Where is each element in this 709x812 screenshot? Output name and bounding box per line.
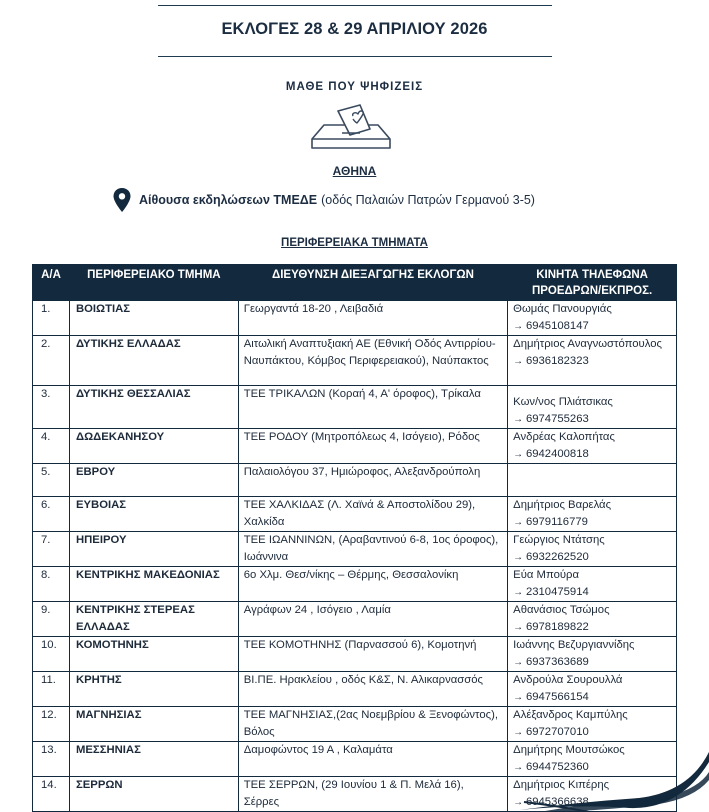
row-number: 10.	[33, 637, 70, 672]
region-name: ΗΠΕΙΡΟΥ	[69, 532, 238, 567]
election-address: ΤΕΕ ΧΑΛΚΙΔΑΣ (Λ. Χαϊνά & Αποστολίδου 29), Χαλκίδα	[238, 497, 507, 532]
contact-phone: → 6932262520	[513, 549, 671, 567]
contact-name: Κων/νος Πλιάτσικας	[513, 396, 613, 408]
table-row	[33, 602, 677, 637]
region-name: ΚΟΜΟΤΗΝΗΣ	[69, 637, 238, 672]
table-row	[33, 567, 677, 602]
region-name: ΜΕΣΣΗΝΙΑΣ	[69, 742, 238, 777]
contact-cell	[508, 336, 677, 386]
election-address: ΒΙ.ΠΕ. Ηρακλείου , οδός Κ&Σ, Ν. Αλικαρνασσός	[238, 672, 507, 707]
row-number: 1.	[33, 301, 70, 336]
top-divider	[158, 5, 552, 6]
contact-name: Θωμάς Πανουργιάς	[513, 303, 612, 315]
contact-phone: → 6936182323	[513, 353, 671, 371]
election-address: Δαμοφώντος 19 Α , Καλαμάτα	[238, 742, 507, 777]
region-name: ΕΒΡΟΥ	[69, 464, 238, 497]
row-number: 4.	[33, 429, 70, 464]
region-name: ΚΕΝΤΡΙΚΗΣ ΜΑΚΕΔΟΝΙΑΣ	[69, 567, 238, 602]
contact-cell	[508, 497, 677, 532]
contact-cell	[508, 602, 677, 637]
contact-name: Ανδρέας Καλοπήτας	[513, 431, 615, 443]
city-heading: ΑΘΗΝΑ	[332, 164, 377, 178]
election-address: Αγράφων 24 , Ισόγειο , Λαμία	[238, 602, 507, 637]
title-divider	[158, 56, 552, 57]
region-name: ΔΥΤΙΚΗΣ ΘΕΣΣΑΛΙΑΣ	[69, 386, 238, 429]
region-name: ΜΑΓΝΗΣΙΑΣ	[69, 707, 238, 742]
map-pin-icon	[113, 188, 131, 212]
election-address: Παλαιολόγου 37, Ημιώροφος, Αλεξανδρούπολη	[238, 464, 507, 497]
contact-name: Δημήτριος Κιπέρης	[513, 779, 610, 791]
row-number: 14.	[33, 777, 70, 812]
row-number: 8.	[33, 567, 70, 602]
contact-cell	[508, 567, 677, 602]
page-subtitle: ΜΑΘΕ ΠΟΥ ΨΗΦΙΖΕΙΣ	[285, 81, 424, 93]
contact-phone: → 6945108147	[513, 318, 671, 336]
contact-name: Ιωάννης Βεζυργιαννίδης	[513, 639, 635, 651]
contact-name: Δημήτρης Μουτσώκος	[513, 744, 625, 756]
contact-phone: → 6937363689	[513, 654, 671, 672]
contact-phone: → 6947566154	[513, 689, 671, 707]
region-name: ΔΥΤΙΚΗΣ ΕΛΛΑΔΑΣ	[69, 336, 238, 386]
row-number: 6.	[33, 497, 70, 532]
contact-name: Δημήτριος Αναγνωστόπουλος	[513, 338, 662, 350]
election-address: ΤΕΕ ΡΟΔΟΥ (Μητροπόλεως 4, Ισόγειο), Ρόδος	[238, 429, 507, 464]
ballot-box-icon	[310, 102, 394, 150]
contact-phone: → 6945366638	[513, 794, 671, 812]
contact-cell	[508, 707, 677, 742]
contact-name: Γεώργιος Ντάτσης	[513, 534, 605, 546]
row-number: 3.	[33, 386, 70, 429]
election-address: ΤΕΕ ΚΟΜΟΤΗΝΗΣ (Παρνασσού 6), Κομοτηνή	[238, 637, 507, 672]
election-address: ΤΕΕ ΙΩΑΝΝΙΝΩΝ, (Αραβαντινού 6-8, 1ος όροφος), Ιωάννινα	[238, 532, 507, 567]
table-header-row	[33, 265, 677, 301]
election-address: ΤΕΕ ΣΕΡΡΩΝ, (29 Ιουνίου 1 & Π. Μελά 16), Σέρρες	[238, 777, 507, 812]
election-address: 6ο Χλμ. Θεσ/νίκης – Θέρμης, Θεσσαλονίκη	[238, 567, 507, 602]
athens-venue	[113, 188, 535, 212]
row-number: 11.	[33, 672, 70, 707]
row-number: 5.	[33, 464, 70, 497]
election-address: ΤΕΕ ΜΑΓΝΗΣΙΑΣ,(2ας Νοεμβρίου & Ξενοφώντος), Βόλος	[238, 707, 507, 742]
row-number: 13.	[33, 742, 70, 777]
contact-cell	[508, 464, 677, 497]
contact-name: Αλέξανδρος Καμπύλης	[513, 709, 628, 721]
table-row	[33, 672, 677, 707]
contact-cell	[508, 429, 677, 464]
row-number: 7.	[33, 532, 70, 567]
contact-cell	[508, 386, 677, 429]
row-number: 9.	[33, 602, 70, 637]
contact-name: Ανδρούλα Σουρουλλά	[513, 674, 623, 686]
region-name: ΒΟΙΩΤΙΑΣ	[69, 301, 238, 336]
contact-cell	[508, 672, 677, 707]
table-row	[33, 464, 677, 497]
contact-phone: → 6972707010	[513, 724, 671, 742]
contact-cell	[508, 532, 677, 567]
col-header-contact: ΚΙΝΗΤΑ ΤΗΛΕΦΩΝΑ ΠΡΟΕΔΡΩΝ/ΕΚΠΡΟΣ.	[508, 265, 677, 301]
table-row	[33, 336, 677, 386]
contact-cell	[508, 637, 677, 672]
region-name: ΚΕΝΤΡΙΚΗΣ ΣΤΕΡΕΑΣ ΕΛΛΑΔΑΣ	[69, 602, 238, 637]
region-name: ΔΩΔΕΚΑΝΗΣΟΥ	[69, 429, 238, 464]
region-name: ΚΡΗΤΗΣ	[69, 672, 238, 707]
contact-name: Εύα Μπούρα	[513, 569, 580, 581]
contact-phone: → 6978189822	[513, 619, 671, 637]
election-address: Γεωργαντά 18-20 , Λειβαδιά	[238, 301, 507, 336]
col-header-aa: Α/Α	[33, 265, 70, 301]
table-row	[33, 497, 677, 532]
contact-cell	[508, 301, 677, 336]
row-number: 12.	[33, 707, 70, 742]
regional-departments-table	[32, 264, 677, 812]
page-title: ΕΚΛΟΓΕΣ 28 & 29 ΑΠΡΙΛΙΟΥ 2026	[221, 20, 488, 38]
venue-name: Αίθουσα εκδηλώσεων ΤΜΕΔΕ	[139, 193, 318, 207]
region-name: ΣΕΡΡΩΝ	[69, 777, 238, 812]
table-row	[33, 386, 677, 429]
contact-phone: → 6979116779	[513, 514, 671, 532]
table-row	[33, 301, 677, 336]
election-address: Αιτωλική Αναπτυξιακή ΑΕ (Εθνική Οδός Αντιρρίου-Ναυπάκτου, Κόμβος Περιφερειακού), Ναύπακτος	[238, 336, 507, 386]
col-header-address: ΔΙΕΥΘΥΝΣΗ ΔΙΕΞΑΓΩΓΗΣ ΕΚΛΟΓΩΝ	[238, 265, 507, 301]
contact-phone: → 6974755263	[513, 411, 671, 429]
venue-address: (οδός Παλαιών Πατρών Γερμανού 3-5)	[321, 193, 535, 207]
election-address: ΤΕΕ ΤΡΙΚΑΛΩΝ (Κοραή 4, Α' όροφος), Τρίκαλα	[238, 386, 507, 429]
row-number: 2.	[33, 336, 70, 386]
contact-name: Δημήτριος Βαρελάς	[513, 499, 612, 511]
contact-phone: → 2310475914	[513, 584, 671, 602]
contact-name: Αθανάσιος Τσώμος	[513, 604, 610, 616]
table-row	[33, 429, 677, 464]
region-name: ΕΥΒΟΙΑΣ	[69, 497, 238, 532]
table-row	[33, 532, 677, 567]
col-header-region: ΠΕΡΙΦΕΡΕΙΑΚΟ ΤΜΗΜΑ	[69, 265, 238, 301]
section-title: ΠΕΡΙΦΕΡΕΙΑΚΑ ΤΜΗΜΑΤΑ	[281, 237, 428, 249]
decorative-swoosh	[519, 752, 709, 812]
contact-phone: → 6944752360	[513, 759, 671, 777]
table-row	[33, 707, 677, 742]
contact-phone: → 6942400818	[513, 446, 671, 464]
table-row	[33, 637, 677, 672]
